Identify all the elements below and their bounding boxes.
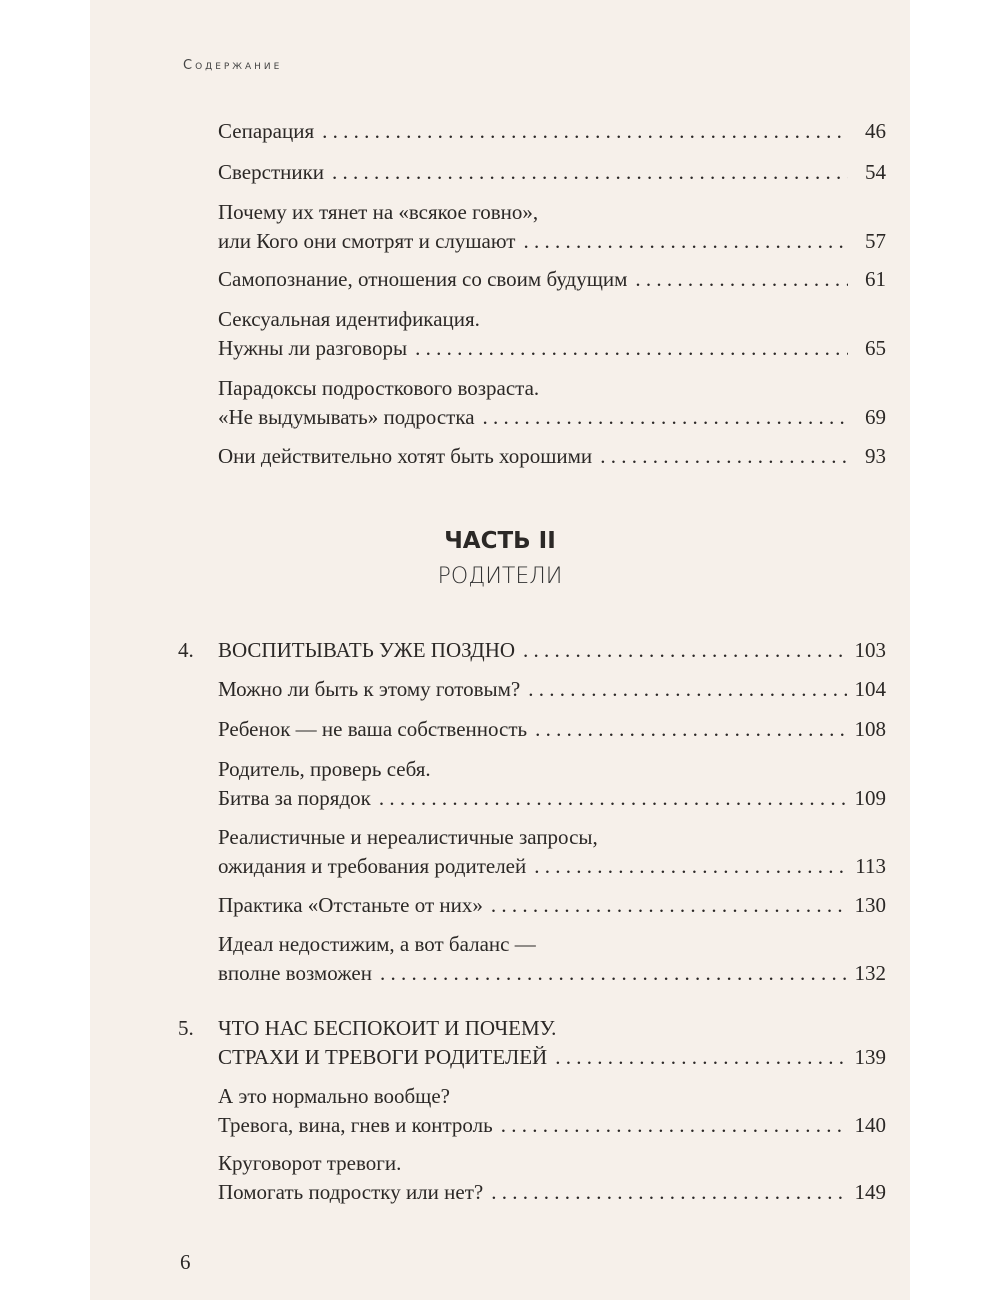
- entry-page-number: 93: [865, 444, 886, 468]
- entry-title-line: Практика «Отстаньте от них»: [218, 893, 483, 917]
- entry-title-line: Сексуальная идентификация.: [218, 307, 480, 331]
- toc-entry: [218, 374, 886, 432]
- entry-title-line: Ребенок — не ваша собственность: [218, 717, 528, 741]
- entry-title-line: Битва за порядок: [218, 786, 371, 810]
- entry-title-line: Родитель, проверь себя.: [218, 757, 431, 781]
- dot-leader: [635, 265, 848, 294]
- entry-title-line: Сверстники: [218, 160, 325, 184]
- entry-page-number: 103: [854, 638, 886, 662]
- entry-title-line: Тревога, вина, гнев и контроль: [218, 1113, 493, 1137]
- toc-entry: [218, 158, 886, 187]
- entry-title-line: вполне возможен: [218, 961, 372, 985]
- dot-leader: [523, 227, 848, 256]
- chapter-number: 5.: [178, 1016, 194, 1040]
- toc-entry: [218, 265, 886, 294]
- entry-page-number: 130: [854, 893, 886, 917]
- entry-page-number: 109: [854, 786, 886, 810]
- entry-title-line: Самопознание, отношения со своим будущим: [218, 267, 628, 291]
- entry-page-number: 113: [855, 854, 886, 878]
- entry-title-line: Они действительно хотят быть хорошими: [218, 444, 593, 468]
- toc-entry: [178, 1014, 886, 1072]
- entry-title-line: или Кого они смотрят и слушают: [218, 229, 516, 253]
- dot-leader: [379, 784, 847, 813]
- running-header: Содержание: [183, 58, 283, 73]
- entry-page-number: 54: [865, 160, 886, 184]
- entry-title-line: Парадоксы подросткового возраста.: [218, 376, 540, 400]
- dot-leader: [415, 334, 848, 363]
- toc-entry: [218, 823, 886, 881]
- entry-title-line: Сепарация: [218, 119, 315, 143]
- dot-leader: [491, 1178, 846, 1207]
- entry-title-line: ожидания и требования родителей: [218, 854, 527, 878]
- dot-leader: [600, 442, 848, 471]
- dot-leader: [483, 403, 848, 432]
- entry-title-line: Идеал недостижим, а вот баланс —: [218, 932, 536, 956]
- dot-leader: [523, 636, 846, 665]
- dot-leader: [380, 959, 847, 988]
- entry-title-line: «Не выдумывать» подростка: [218, 405, 475, 429]
- entry-page-number: 132: [854, 961, 886, 985]
- chapter-number: 4.: [178, 638, 194, 662]
- entry-title-line: ВОСПИТЫВАТЬ УЖЕ ПОЗДНО: [218, 638, 516, 662]
- entry-page-number: 69: [865, 405, 886, 429]
- entry-title-line: СТРАХИ И ТРЕВОГИ РОДИТЕЛЕЙ: [218, 1045, 548, 1069]
- dot-leader: [528, 675, 846, 704]
- dot-leader: [535, 715, 846, 744]
- part-title: ЧАСТЬ II: [444, 528, 556, 554]
- entry-page-number: 61: [865, 267, 886, 291]
- entry-title-line: Почему их тянет на «всякое говно»,: [218, 200, 539, 224]
- dot-leader: [555, 1043, 846, 1072]
- dot-leader: [534, 852, 847, 881]
- part-subtitle: РОДИТЕЛИ: [437, 564, 563, 589]
- page-number: 6: [180, 1250, 191, 1274]
- entry-page-number: 104: [854, 677, 886, 701]
- toc-entry: [218, 755, 886, 813]
- entry-page-number: 139: [854, 1045, 886, 1069]
- toc-entry: [178, 636, 886, 665]
- entry-title-line: Круговорот тревоги.: [218, 1151, 402, 1175]
- entry-title-line: Реалистичные и нереалистичные запросы,: [218, 825, 598, 849]
- dot-leader: [501, 1111, 847, 1140]
- entry-page-number: 108: [854, 717, 886, 741]
- toc-entry: [218, 1082, 886, 1140]
- entry-title-line: ЧТО НАС БЕСПОКОИТ И ПОЧЕМУ.: [218, 1016, 557, 1040]
- entry-page-number: 65: [865, 336, 886, 360]
- entry-title-line: Помогать подростку или нет?: [218, 1180, 484, 1204]
- entry-page-number: 140: [854, 1113, 886, 1137]
- toc-entry: [218, 675, 886, 704]
- entry-page-number: 46: [865, 119, 886, 143]
- toc-entry: [218, 198, 886, 256]
- dot-leader: [491, 891, 847, 920]
- toc-entry: [218, 715, 886, 744]
- entry-title-line: Нужны ли разговоры: [218, 336, 408, 360]
- entry-page-number: 57: [865, 229, 886, 253]
- toc-entry: [218, 1149, 886, 1207]
- toc-entry: [218, 891, 886, 920]
- dot-leader: [322, 117, 848, 146]
- toc-entry: [218, 930, 886, 988]
- dot-leader: [332, 158, 848, 187]
- entry-page-number: 149: [854, 1180, 886, 1204]
- toc-entry: [218, 305, 886, 363]
- toc-entry: [218, 117, 886, 146]
- toc-entry: [218, 442, 886, 471]
- entry-title-line: А это нормально вообще?: [218, 1084, 450, 1108]
- entry-title-line: Можно ли быть к этому готовым?: [218, 677, 521, 701]
